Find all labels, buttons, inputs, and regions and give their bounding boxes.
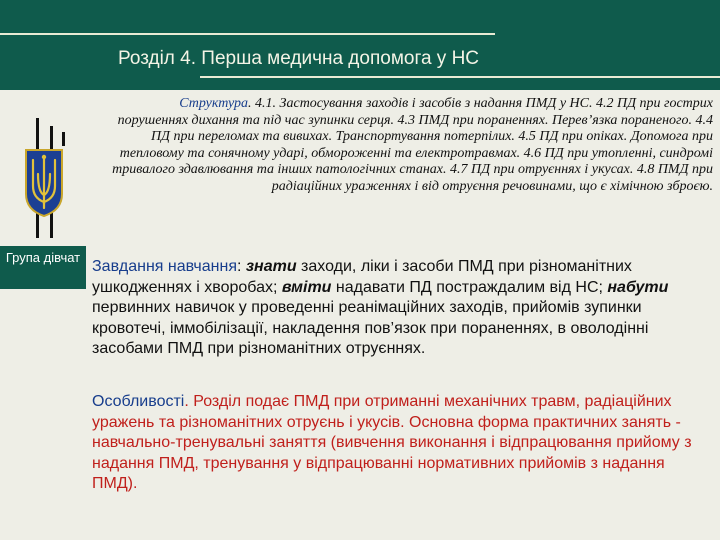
tasks-know: знати — [245, 258, 297, 275]
features-label: Особливості — [92, 393, 185, 410]
structure-label: Структура — [179, 96, 249, 111]
tasks-text-3: первинних навичок у проведенні реанімаційних заходів, прийомів зупинки кровотечі, іммобілізації, накладення пов’язок при пораненнях, в оволодінні засобами ПМД при різноманітних отруєннях. — [92, 299, 649, 357]
group-label: Група дівчат — [0, 246, 86, 289]
header-divider-bottom — [200, 76, 720, 78]
features-paragraph — [92, 392, 712, 495]
tasks-colon: : — [236, 258, 246, 275]
ukraine-coat-of-arms-icon — [24, 148, 64, 218]
features-text: . Розділ подає ПМД при отриманні механічних травм, радіаційних уражень та різноманітних отруєнь і укусів. Основна форма практичних занять - навчально-тренувальні заняття (вивчення виконання і відпрацювання прийому з надання ПМД, тренування у відпрацюванні нормативних прийомів з надання ПМД). — [92, 393, 692, 492]
structure-text: . 4.1. Застосування заходів і засобів з надання ПМД у НС. 4.2 ПД при гострих порушеннях дихання та під час зупинки серця. 4.3 ПМД при пораненнях. Перев’язка пораненого. 4.4 ПД при переломах та вивихах. Транспортування потерпілих. 4.5 ПД при опіках. Допомога при тепловому та сонячному ударі, обмороженні та електротравмах. 4.6 ПД при утопленні, синдромі тривалого здавлювання та інших патологічних станах. 4.7 ПД при отруєннях і укусах. 4.8 ПМД при радіаційних ураженнях і від отруєння речовинами, що є хімічною зброєю. — [112, 96, 713, 194]
tasks-can: вміти — [281, 278, 332, 296]
page-title: Розділ 4. Перша медична допомога у НС — [118, 48, 480, 69]
tasks-acquire: набути — [607, 278, 669, 296]
decor-bar-3 — [62, 132, 65, 146]
tasks-paragraph — [92, 257, 712, 360]
header-bar — [0, 0, 720, 90]
structure-paragraph — [110, 96, 713, 195]
header-divider-top — [0, 33, 495, 35]
tasks-label: Завдання навчання — [92, 258, 237, 275]
tasks-text-1: заходи, ліки і засоби ПМД при різноманітних ушкодженнях і хворобах; — [92, 258, 632, 296]
tasks-text-2: надавати ПД постраждалим від НС; — [331, 278, 608, 296]
